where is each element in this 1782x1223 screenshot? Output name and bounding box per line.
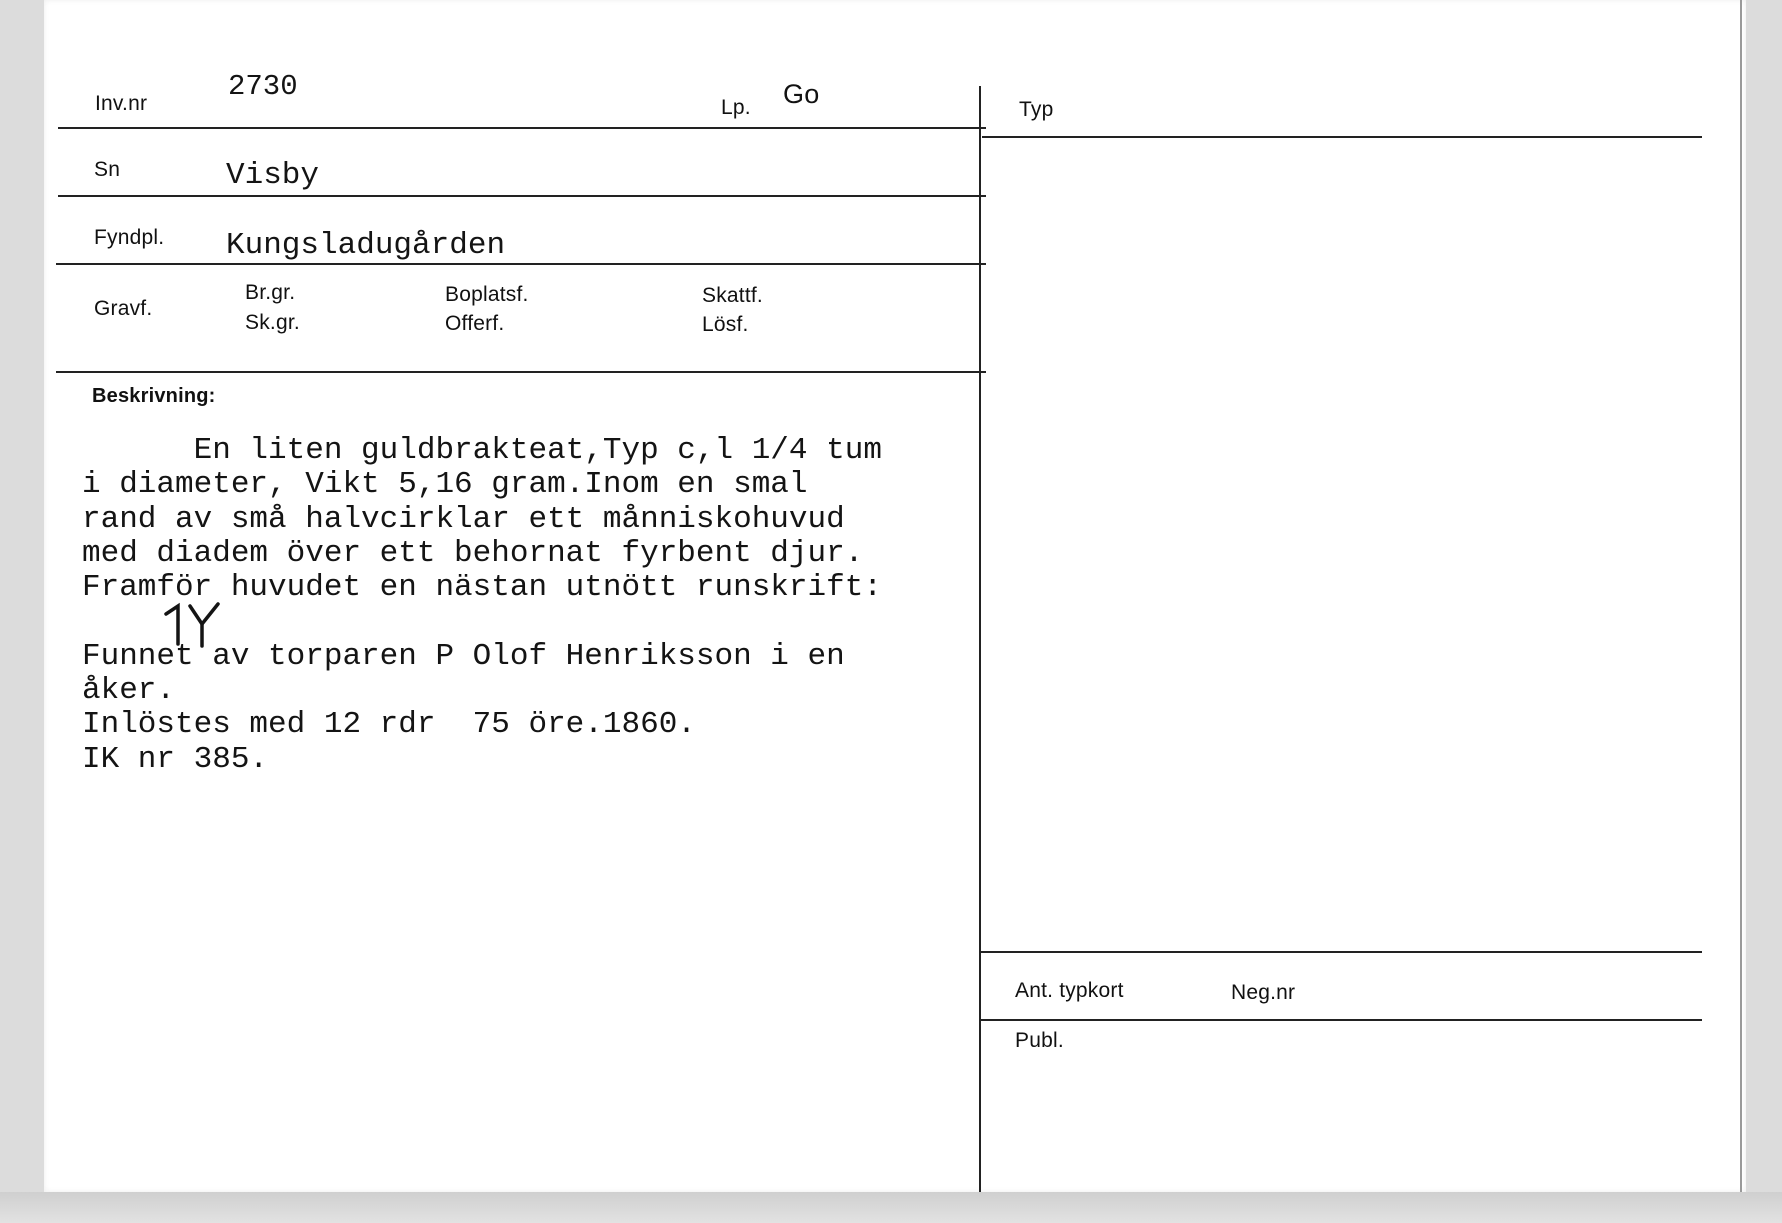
divider-ant-bottom [979, 1019, 1702, 1021]
divider-ant-top [979, 951, 1702, 953]
lp-label: Lp. [721, 96, 751, 119]
typ-label: Typ [1019, 98, 1054, 121]
beskrivning-label: Beskrivning: [92, 385, 216, 407]
sn-value: Visby [226, 158, 320, 193]
description-line: En liten guldbrakteat,Typ c,l 1/4 tum [82, 433, 882, 468]
skattf-label: Skattf. [702, 284, 763, 307]
brgr-label: Br.gr. [245, 281, 296, 304]
gravf-label: Gravf. [94, 297, 153, 320]
losf-label: Lösf. [702, 313, 749, 336]
description-line: med diadem över ett behornat fyrbent djur. [82, 535, 864, 571]
fyndpl-value: Kungsladugården [226, 228, 506, 263]
description-line: rand av små halvcirklar ett månniskohuvud [82, 501, 845, 537]
description-line: i diameter, Vikt 5,16 gram.Inom en smal [82, 467, 808, 503]
fyndpl-label: Fyndpl. [94, 226, 165, 249]
scan-bottom-edge [0, 1192, 1782, 1223]
inv-nr-value: 2730 [228, 70, 298, 103]
skgr-label: Sk.gr. [245, 311, 300, 334]
description-line: Framför huvudet en nästan utnött runskrift: [82, 570, 882, 606]
description-line: Inlöstes med 12 rdr 75 öre.1860. [82, 707, 696, 743]
card-vertical-divider [979, 86, 981, 1192]
divider-fyndpl [56, 263, 986, 265]
catalog-card [44, 0, 1746, 1192]
inv-nr-label: Inv.nr [95, 92, 148, 115]
divider-typ [982, 136, 1702, 138]
description-line: åker. [82, 673, 176, 709]
lp-value: Go [783, 79, 820, 109]
card-right-edge [1740, 0, 1742, 1192]
sn-label: Sn [94, 158, 121, 181]
divider-sn [58, 195, 986, 197]
offerf-label: Offerf. [445, 312, 505, 335]
divider-header [58, 127, 986, 129]
neg-nr-label: Neg.nr [1231, 981, 1296, 1004]
boplatsf-label: Boplatsf. [445, 283, 529, 306]
description-line: Funnet av torparen P Olof Henriksson i en [82, 638, 845, 674]
publ-label: Publ. [1015, 1029, 1064, 1052]
rune-inscription-drawing [160, 602, 240, 650]
divider-gravf [56, 371, 986, 373]
description-line: IK nr 385. [82, 741, 269, 777]
ant-typkort-label: Ant. typkort [1015, 979, 1124, 1002]
